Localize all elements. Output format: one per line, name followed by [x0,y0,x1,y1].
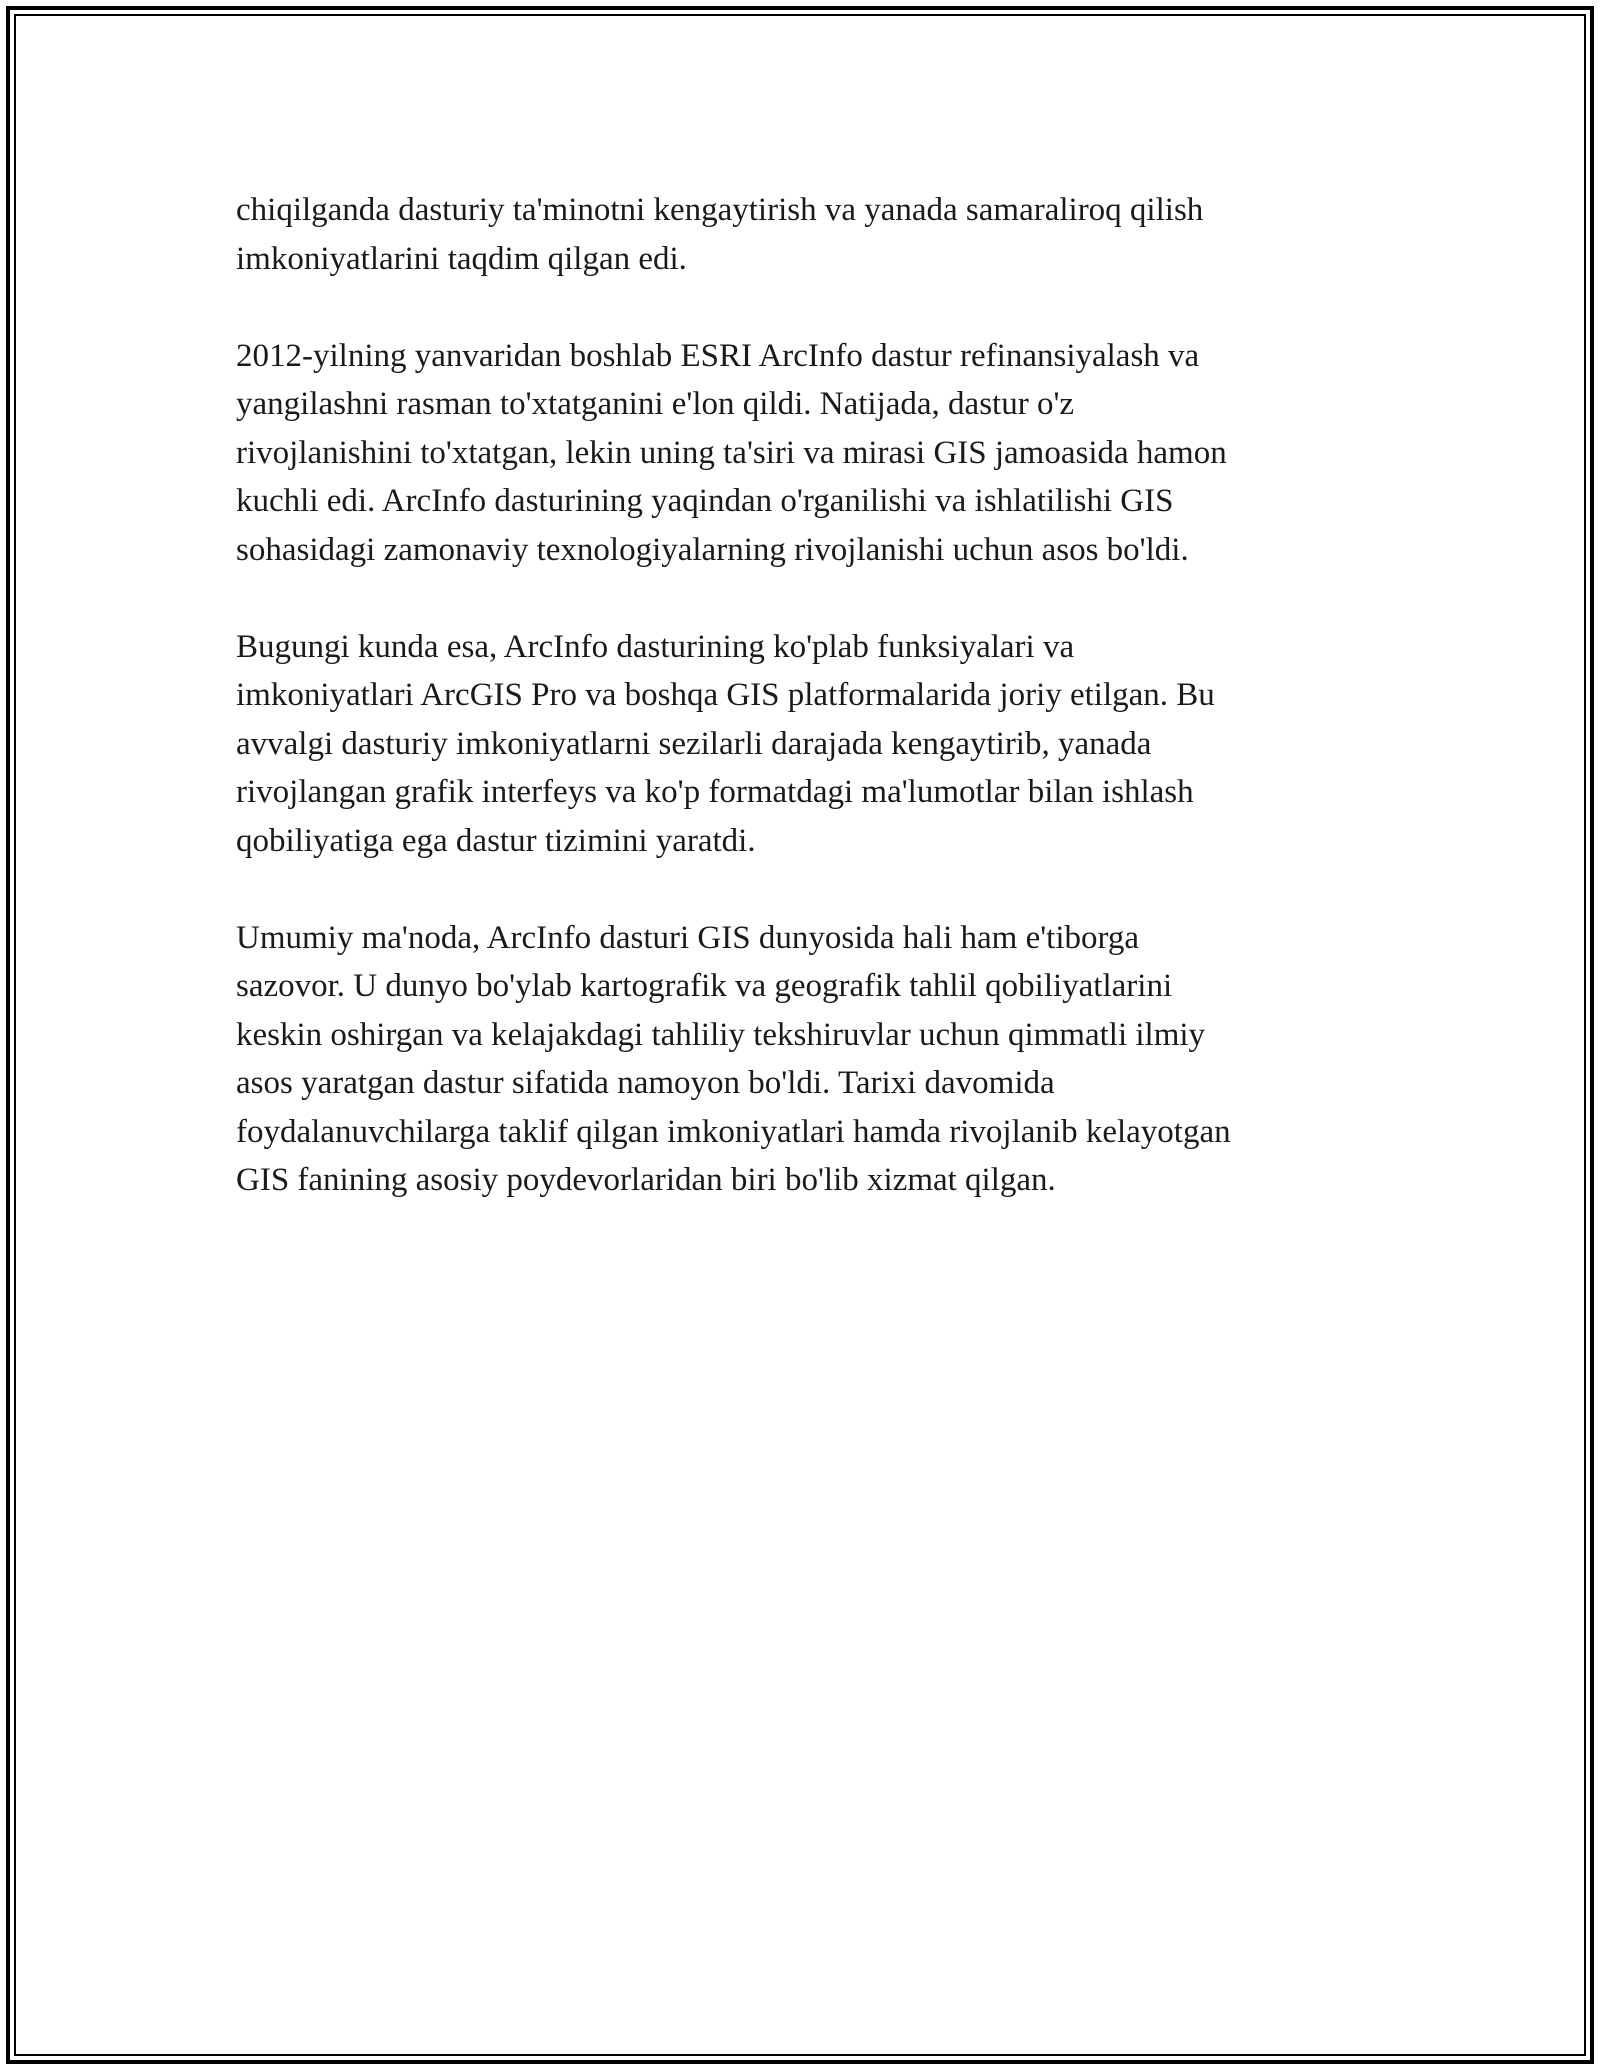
paragraph-2: 2012-yilning yanvaridan boshlab ESRI ArcInfo dastur refinansiyalash va yangilashni rasman to'xtatganini e'lon qildi. Natijada, dastur o'z rivojlanishini to'xtatgan, lekin uning ta'siri va mirasi GIS jamoasida hamon kuchli edi. ArcInfo dasturining yaqindan o'rganilishi va ishlatilishi GIS sohasidagi zamonaviy texnologiyalarning rivojlanishi uchun asos bo'ldi. [236,337,1227,568]
paragraph-4: Umumiy ma'noda, ArcInfo dasturi GIS dunyosida hali ham e'tiborga sazovor. U dunyo bo'ylab kartografik va geografik tahlil qobiliyatlarini keskin oshirgan va kelajakdagi tahliliy tekshiruvlar uchun qimmatli ilmiy asos yaratgan dastur sifatida namoyon bo'ldi. Tarixi davomida foydalanuvchilarga taklif qilgan imkoniyatlari hamda rivojlanib kelayotgan GIS fanining asosiy poydevorlaridan biri bo'lib xizmat qilgan. [236,919,1231,1198]
document-body [236,186,1366,1253]
paragraph-3: Bugungi kunda esa, ArcInfo dasturining ko'plab funksiyalari va imkoniyatlari ArcGIS Pro va boshqa GIS platformalarida joriy etilgan. Bu avvalgi dasturiy imkoniyatlarni sezilarli darajada kengaytirib, yanada rivojlangan grafik interfeys va ko'p formatdagi ma'lumotlar bilan ishlash qobiliyatiga ega dastur tizimini yaratdi. [236,628,1215,859]
paragraph-1: chiqilganda dasturiy ta'minotni kengaytirish va yanada samaraliroq qilish imkoniyatlarini taqdim qilgan edi. [236,192,1204,277]
